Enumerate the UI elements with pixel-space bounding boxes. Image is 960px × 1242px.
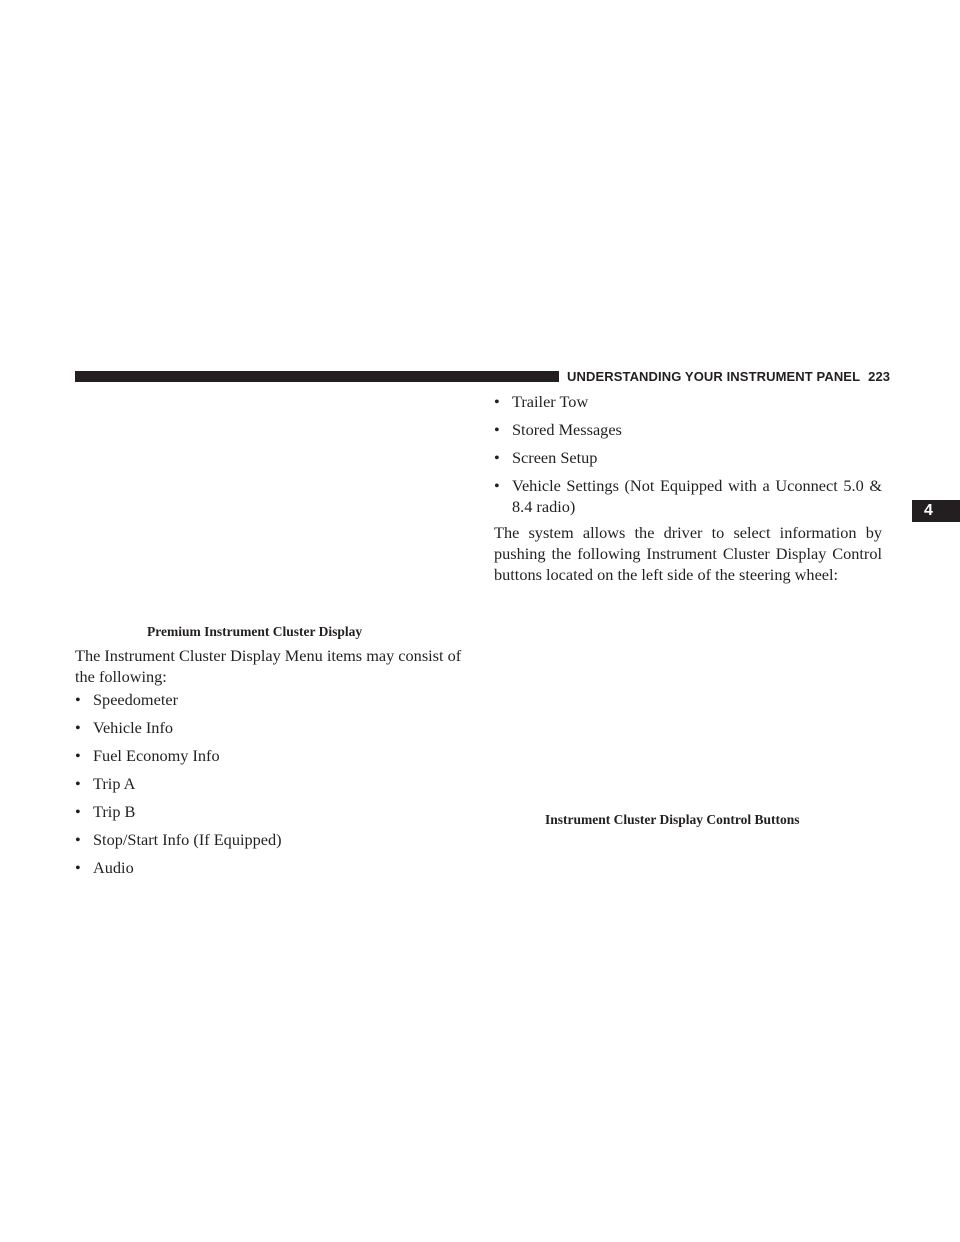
- list-item: • Trailer Tow: [494, 392, 589, 411]
- page-number: 223: [868, 369, 891, 384]
- list-item: • Speedometer: [75, 690, 178, 709]
- list-item: • Vehicle Info: [75, 718, 174, 737]
- bullet-icon: •: [494, 448, 500, 467]
- bullet-icon: •: [494, 392, 500, 411]
- list-item: • Audio: [75, 858, 134, 877]
- header-title: UNDERSTANDING YOUR INSTRUMENT PANEL: [567, 369, 861, 384]
- bullet-icon: •: [494, 420, 500, 439]
- list-item: • Trip A: [75, 774, 136, 793]
- menu-items-list-continued: [494, 391, 882, 524]
- menu-items-list: [75, 689, 465, 885]
- list-item: • Trip B: [75, 802, 136, 821]
- chapter-tab: 4: [912, 500, 960, 522]
- list-item: • Stop/Start Info (If Equipped): [75, 830, 282, 849]
- header-rule: [75, 371, 559, 382]
- bullet-icon: •: [75, 774, 81, 793]
- list-item: • Stored Messages: [494, 420, 622, 439]
- list-item: • Vehicle Settings (Not Equipped with a Uconnect 5.0 & 8.4 radio): [494, 476, 882, 516]
- bullet-icon: •: [75, 690, 81, 709]
- controls-paragraph: The system allows the driver to select information by pushing the following Instrument Cluster Display Control buttons located on the left side of the steering wheel:: [494, 523, 882, 584]
- list-item: • Fuel Economy Info: [75, 746, 220, 765]
- list-item: • Screen Setup: [494, 448, 598, 467]
- intro-paragraph: The Instrument Cluster Display Menu items may consist of the following:: [75, 646, 462, 686]
- bullet-icon: •: [75, 802, 81, 821]
- bullet-icon: •: [494, 476, 500, 495]
- bullet-icon: •: [75, 746, 81, 765]
- running-header: [567, 369, 890, 384]
- figure-caption-premium-cluster: Premium Instrument Cluster Display: [147, 624, 363, 639]
- bullet-icon: •: [75, 718, 81, 737]
- bullet-icon: •: [75, 858, 81, 877]
- bullet-icon: •: [75, 830, 81, 849]
- figure-caption-control-buttons: Instrument Cluster Display Control Buttons: [545, 812, 800, 827]
